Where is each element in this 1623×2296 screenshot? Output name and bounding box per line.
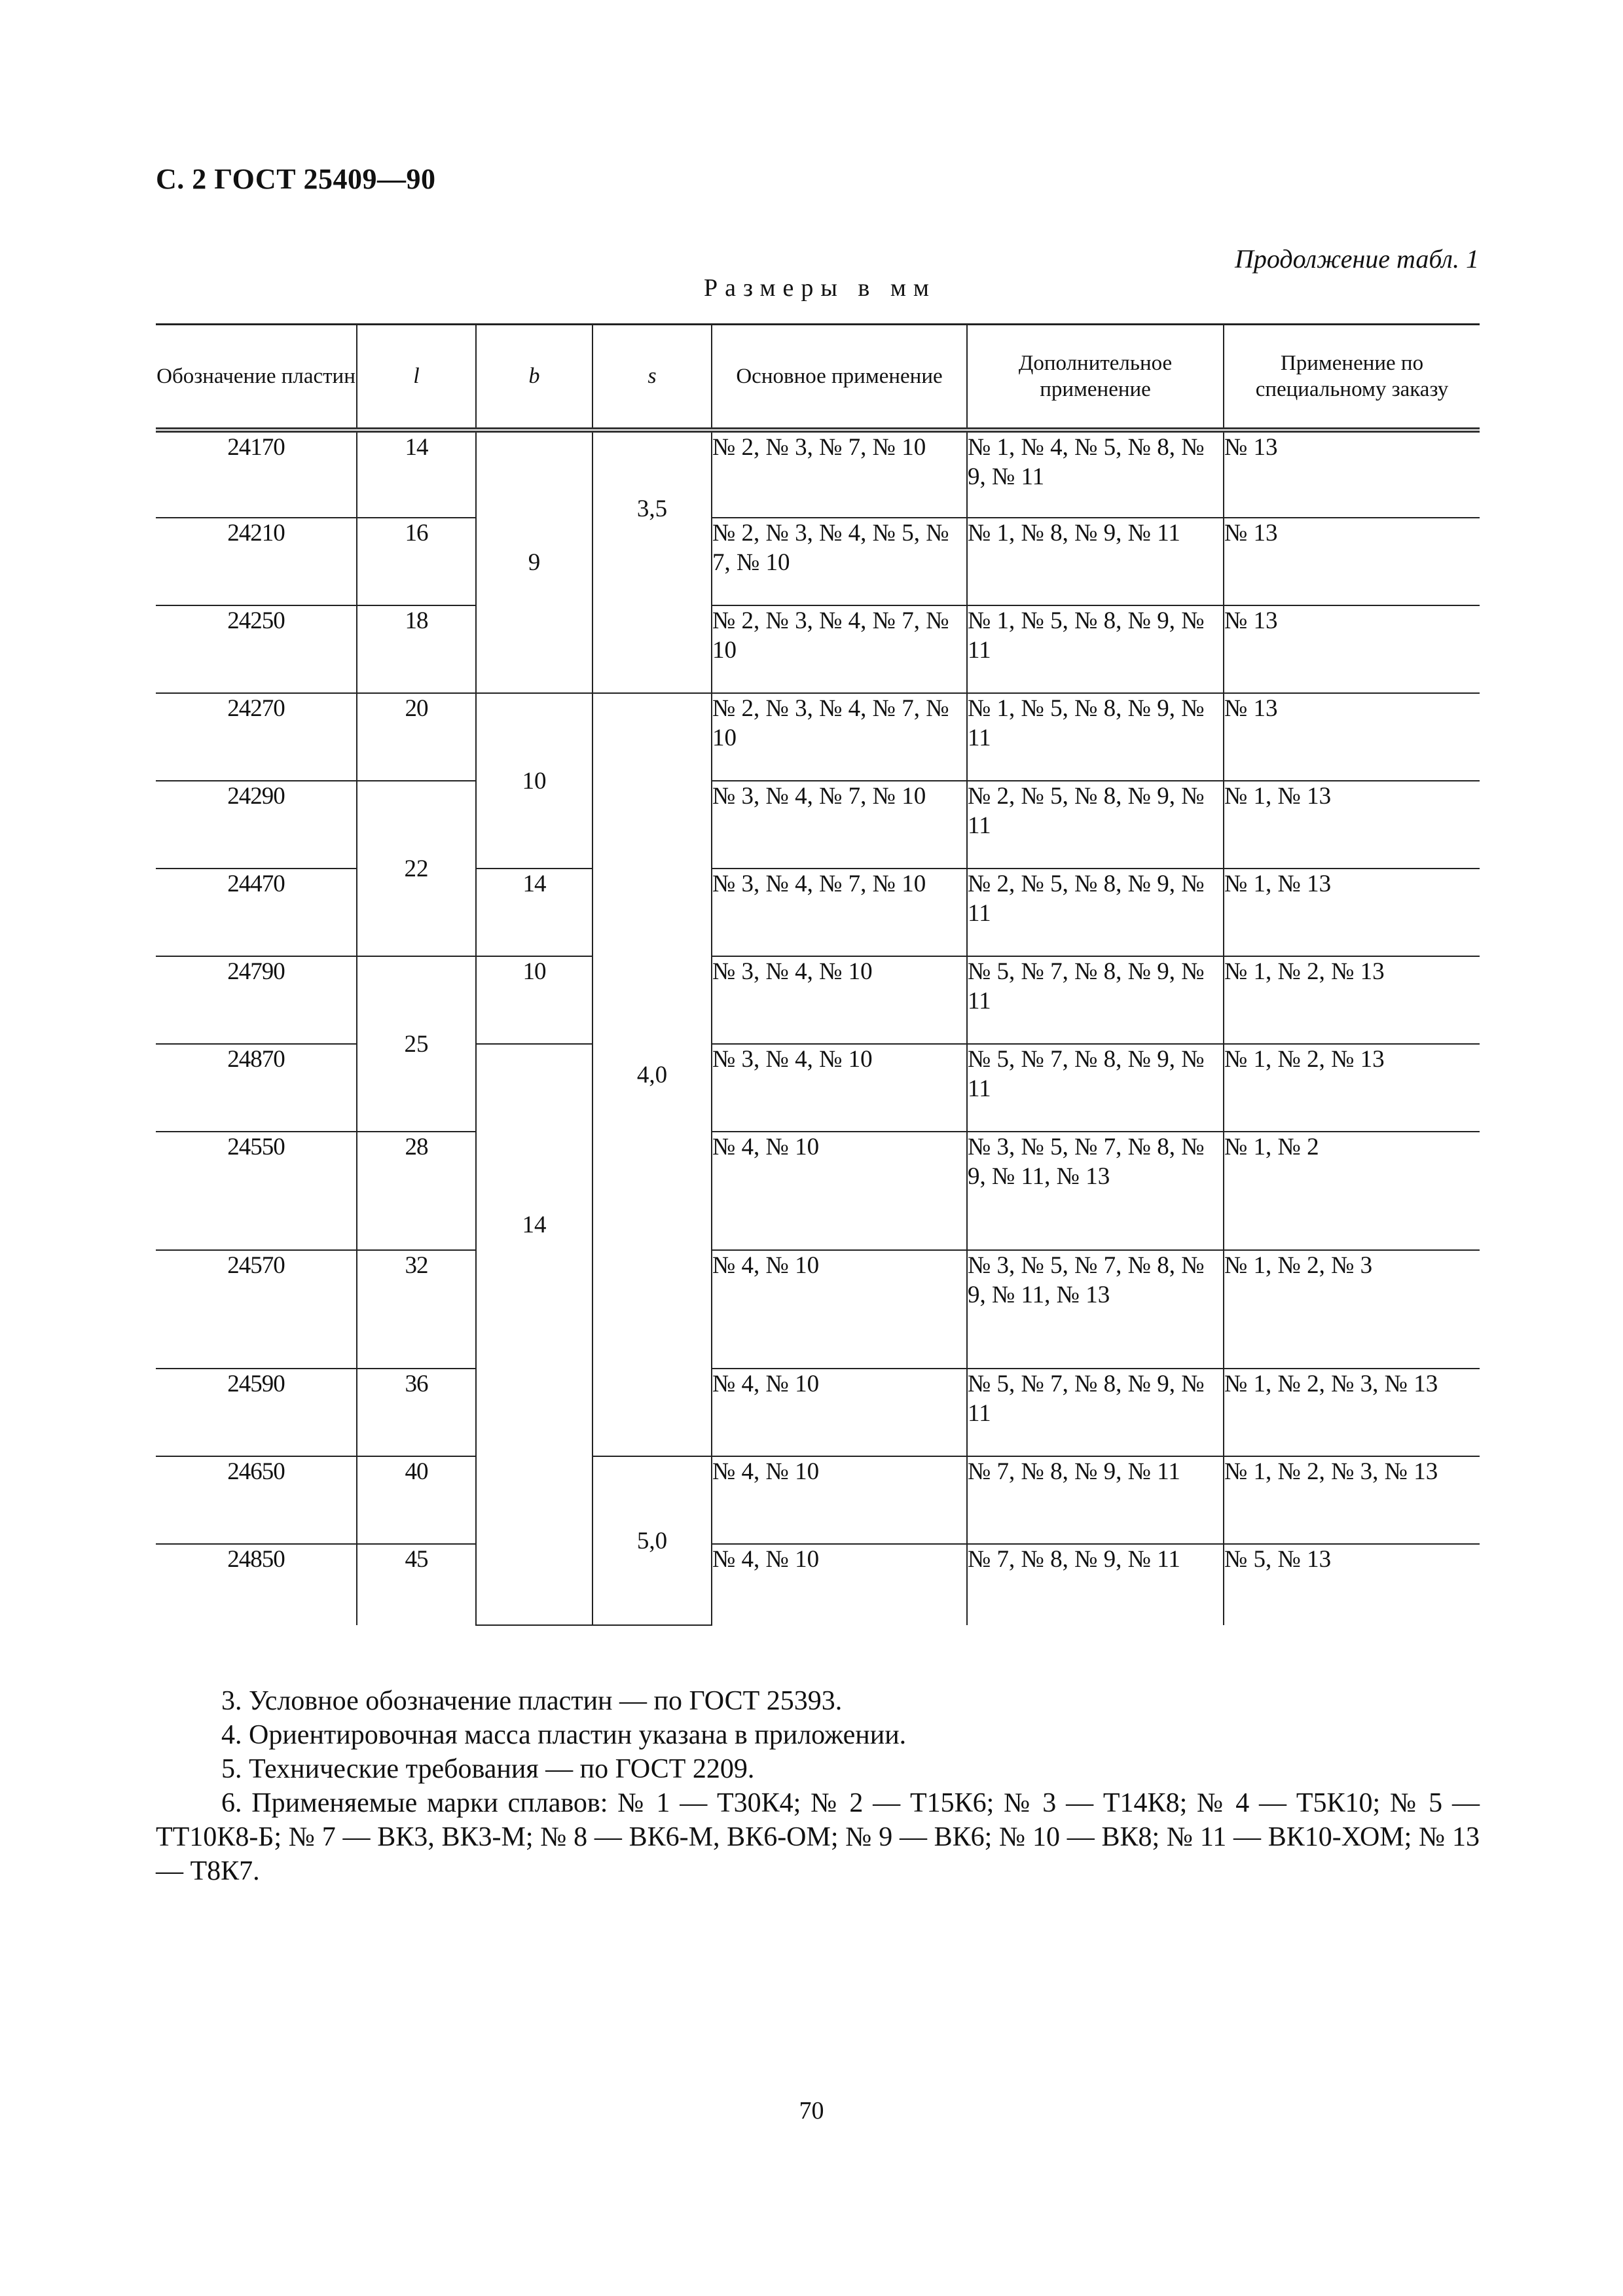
additional-application-cell: № 2, № 5, № 8, № 9, № 11 [967,869,1224,956]
additional-application-cell: № 1, № 8, № 9, № 11 [967,518,1224,605]
table-row [156,1369,1480,1456]
main-application-cell: № 3, № 4, № 7, № 10 [712,781,967,869]
main-application-cell: № 4, № 10 [712,1369,967,1456]
main-application-cell: № 2, № 3, № 4, № 7, № 10 [712,693,967,781]
b-cell: 10 [476,956,593,1044]
special-order-cell: № 13 [1224,605,1480,693]
designation-cell: 24550 [156,1132,357,1250]
main-application-cell: № 2, № 3, № 4, № 7, № 10 [712,605,967,693]
additional-application-cell: № 3, № 5, № 7, № 8, № 9, № 11, № 13 [967,1132,1224,1250]
plates-table [156,323,1480,1626]
header-special-order: Применение по специальному заказу [1224,325,1480,431]
b-cell: 9 [476,430,593,693]
additional-application-cell: № 5, № 7, № 8, № 9, № 11 [967,956,1224,1044]
b-cell: 10 [476,693,593,869]
additional-application-cell: № 7, № 8, № 9, № 11 [967,1456,1224,1544]
note-item: 5. Технические требования — по ГОСТ 2209. [221,1754,755,1784]
note-item: 3. Условное обозначение пластин — по ГОСТ 25393. [221,1686,843,1716]
main-application-cell: № 3, № 4, № 10 [712,956,967,1044]
table-row [156,518,1480,605]
designation-cell: 24170 [156,430,357,518]
main-application-cell: № 2, № 3, № 4, № 5, № 7, № 10 [712,518,967,605]
designation-cell: 24250 [156,605,357,693]
l-cell: 14 [357,430,476,518]
note-item: 6. Применяемые марки сплавов: № 1 — Т30К4; № 2 — Т15К6; № 3 — Т14К8; № 4 — Т5К10; № 5 — ТТ10К8-Б; № 7 — ВК3, ВК3-М; № 8 — ВК6-М, ВК6-ОМ; № 9 — ВК6; № 10 — ВК8; № 11 — ВК10-ХОМ; № 13 — Т8К7. [156,1788,1480,1886]
l-cell: 28 [357,1132,476,1250]
main-application-cell: № 3, № 4, № 10 [712,1044,967,1132]
additional-application-cell: № 7, № 8, № 9, № 11 [967,1544,1224,1625]
table-row [156,1456,1480,1544]
special-order-cell: № 1, № 2, № 13 [1224,956,1480,1044]
special-order-cell: № 13 [1224,693,1480,781]
note-item: 4. Ориентировочная масса пластин указана в приложении. [221,1720,907,1750]
table-row [156,1044,1480,1132]
special-order-cell: № 1, № 2, № 3, № 13 [1224,1456,1480,1544]
designation-cell: 24270 [156,693,357,781]
designation-cell: 24850 [156,1544,357,1625]
s-cell: 5,0 [593,1456,712,1625]
s-cell: 3,5 [593,430,712,693]
l-cell: 40 [357,1456,476,1544]
l-cell: 32 [357,1250,476,1369]
l-cell: 16 [357,518,476,605]
notes-section [156,1684,1480,1888]
page-header: С. 2 ГОСТ 25409—90 [156,163,436,195]
main-application-cell: № 4, № 10 [712,1544,967,1625]
units-label: Размеры в мм [704,274,936,302]
main-application-cell: № 4, № 10 [712,1456,967,1544]
designation-cell: 24470 [156,869,357,956]
special-order-cell: № 5, № 13 [1224,1544,1480,1625]
page-number: 70 [799,2097,824,2125]
main-application-cell: № 4, № 10 [712,1132,967,1250]
additional-application-cell: № 5, № 7, № 8, № 9, № 11 [967,1369,1224,1456]
additional-application-cell: № 1, № 5, № 8, № 9, № 11 [967,605,1224,693]
s-cell: 4,0 [593,693,712,1456]
table-row [156,430,1480,518]
designation-cell: 24570 [156,1250,357,1369]
table-continuation-label: Продолжение табл. 1 [1234,244,1479,274]
table-row [156,605,1480,693]
header-designation: Обозначение пластин [156,325,357,431]
special-order-cell: № 1, № 2, № 3 [1224,1250,1480,1369]
header-b: b [476,325,593,431]
main-application-cell: № 4, № 10 [712,1250,967,1369]
main-application-cell: № 3, № 4, № 7, № 10 [712,869,967,956]
special-order-cell: № 1, № 2, № 3, № 13 [1224,1369,1480,1456]
l-cell: 36 [357,1369,476,1456]
b-cell: 14 [476,1044,593,1625]
designation-cell: 24870 [156,1044,357,1132]
main-application-cell: № 2, № 3, № 7, № 10 [712,430,967,518]
designation-cell: 24290 [156,781,357,869]
special-order-cell: № 1, № 2, № 13 [1224,1044,1480,1132]
special-order-cell: № 1, № 13 [1224,869,1480,956]
table-row [156,869,1480,956]
designation-cell: 24790 [156,956,357,1044]
header-l: l [357,325,476,431]
l-cell: 22 [357,781,476,956]
table-row [156,1544,1480,1625]
additional-application-cell: № 1, № 4, № 5, № 8, № 9, № 11 [967,430,1224,518]
l-cell: 18 [357,605,476,693]
table-row [156,1132,1480,1250]
special-order-cell: № 13 [1224,430,1480,518]
table-row [156,693,1480,781]
header-s: s [593,325,712,431]
additional-application-cell: № 1, № 5, № 8, № 9, № 11 [967,693,1224,781]
designation-cell: 24210 [156,518,357,605]
b-cell: 14 [476,869,593,956]
table-row [156,1250,1480,1369]
table-header-row [156,325,1480,431]
header-additional-application: Дополнительное применение [967,325,1224,431]
header-main-application: Основное применение [712,325,967,431]
additional-application-cell: № 2, № 5, № 8, № 9, № 11 [967,781,1224,869]
l-cell: 20 [357,693,476,781]
table-row [156,781,1480,869]
special-order-cell: № 1, № 2 [1224,1132,1480,1250]
designation-cell: 24650 [156,1456,357,1544]
l-cell: 25 [357,956,476,1132]
table-row [156,956,1480,1044]
additional-application-cell: № 5, № 7, № 8, № 9, № 11 [967,1044,1224,1132]
l-cell: 45 [357,1544,476,1625]
special-order-cell: № 1, № 13 [1224,781,1480,869]
special-order-cell: № 13 [1224,518,1480,605]
additional-application-cell: № 3, № 5, № 7, № 8, № 9, № 11, № 13 [967,1250,1224,1369]
designation-cell: 24590 [156,1369,357,1456]
